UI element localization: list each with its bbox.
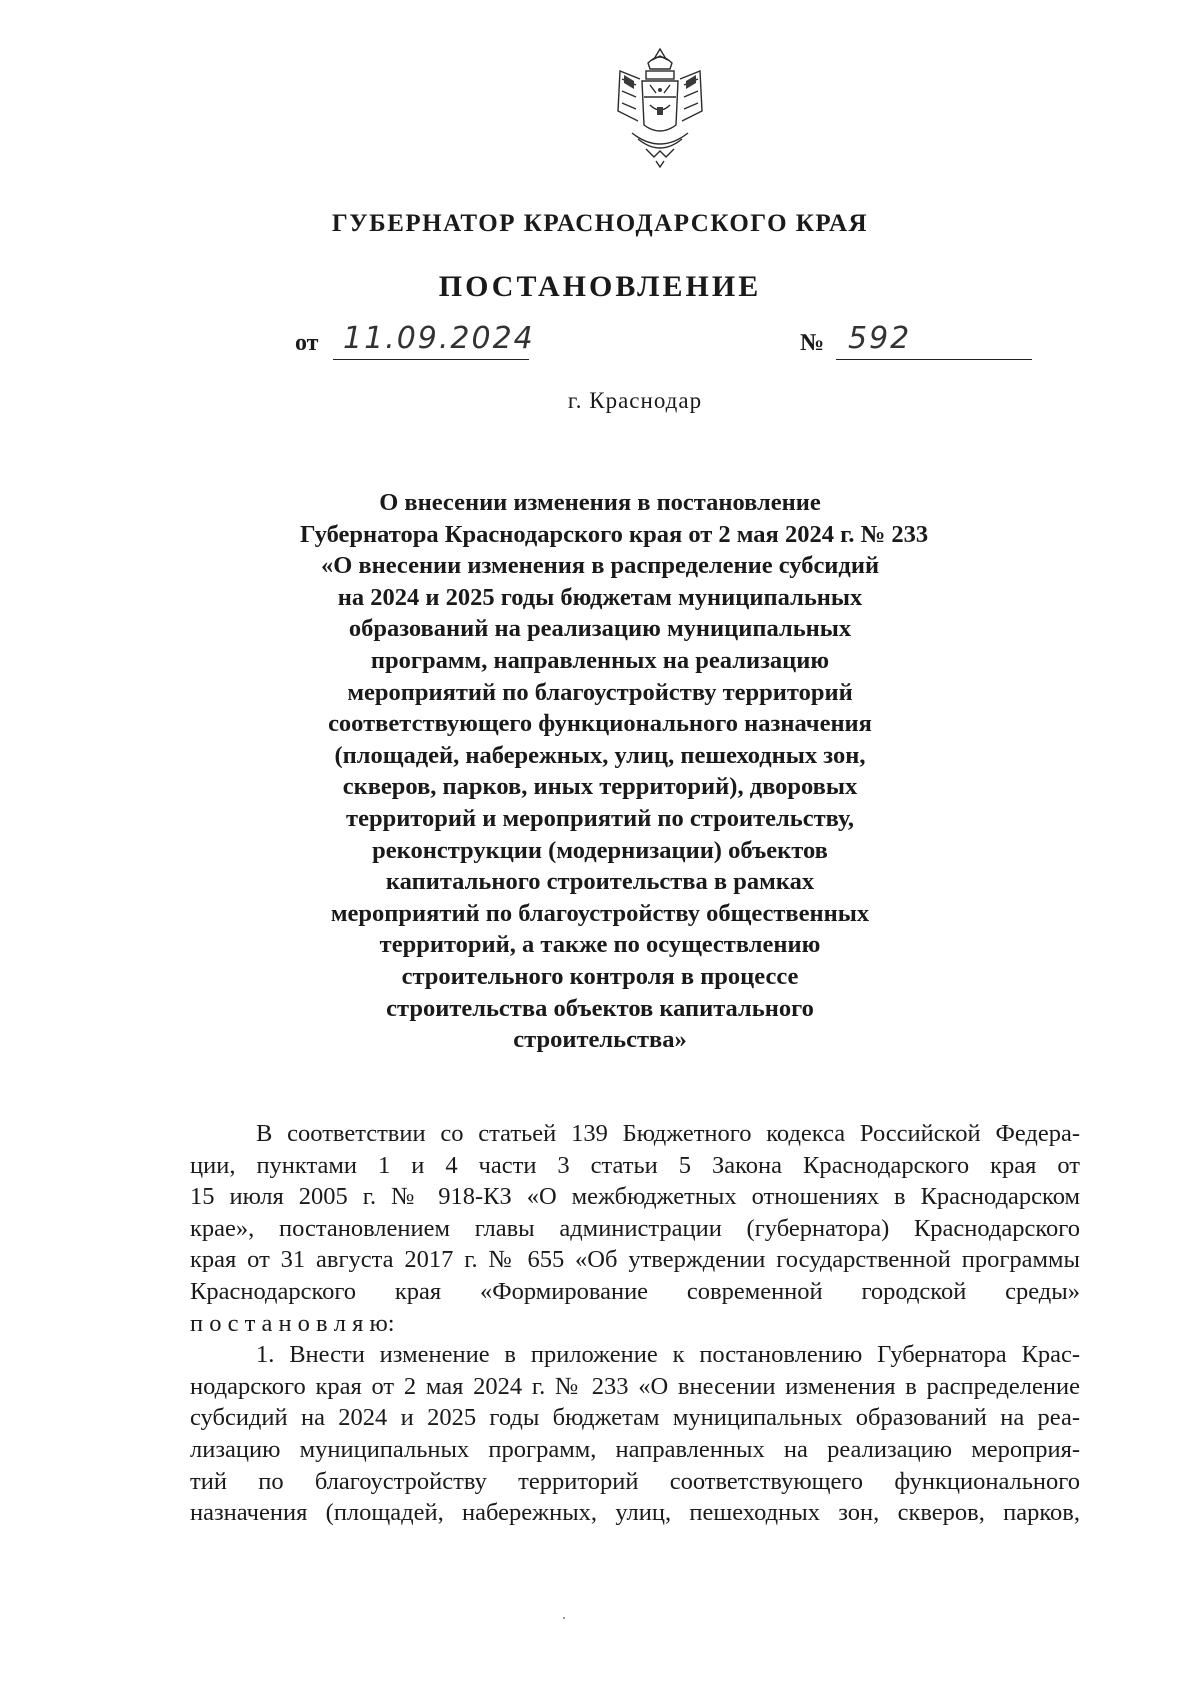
subject-line: территорий, а также по осуществлению — [379, 931, 821, 959]
subject-line: строительства» — [513, 1026, 687, 1054]
body-line: субсидий на 2024 и 2025 годы бюджетам муниципальных образований на реа- — [190, 1404, 1080, 1432]
body-line: В соответствии со статьей 139 Бюджетного кодекса Российской Федера- — [256, 1120, 1080, 1147]
issuing-authority-title: ГУБЕРНАТОР КРАСНОДАРСКОГО КРАЯ — [331, 210, 869, 237]
subject-line: Губернатора Краснодарского края от 2 мая 2024 г. № 233 — [300, 520, 929, 548]
subject-line: строительного контроля в процессе — [401, 962, 799, 990]
body-line: ции, пунктами 1 и 4 части 3 статьи 5 Закона Краснодарского края от — [190, 1151, 1080, 1179]
body-line: Краснодарского края «Формирование современной городской среды» — [190, 1277, 1080, 1305]
subject-line: мероприятий по благоустройству территорий — [347, 678, 853, 706]
scan-speck — [563, 1617, 565, 1619]
subject-line: капитального строительства в рамках — [385, 868, 815, 896]
body-line: 15 июля 2005 г. № 918-КЗ «О межбюджетных отношениях в Краснодарском — [190, 1183, 1080, 1211]
date-prefix: от — [295, 330, 319, 356]
body-line: тий по благоустройству территорий соответствующего функционального — [190, 1467, 1080, 1495]
resolution-keyword: п о с т а н о в л я ю: — [190, 1309, 395, 1337]
subject-line: территорий и мероприятий по строительству, — [346, 804, 854, 832]
subject-line: соответствующего функционального назначения — [328, 710, 872, 738]
body-line: нодарского края от 2 мая 2024 г. № 233 «О внесении изменения в распределение — [190, 1372, 1080, 1400]
body-line: назначения (площадей, набережных, улиц, пешеходных зон, скверов, парков, — [190, 1499, 1080, 1527]
body-line: крае», постановлением главы администрации (губернатора) Краснодарского — [190, 1214, 1080, 1242]
krasnodar-coat-of-arms-emblem — [610, 45, 710, 170]
body-line: лизацию муниципальных программ, направленных на реализацию мероприя- — [190, 1435, 1080, 1463]
subject-line: программ, направленных на реализацию — [370, 646, 830, 674]
number-prefix: № — [800, 330, 825, 356]
subject-line: О внесении изменения в постановление — [379, 489, 821, 516]
body-line: 1. Внести изменение в приложение к постановлению Губернатора Крас- — [256, 1341, 1080, 1369]
subject-line: мероприятий по благоустройству общественных — [330, 899, 870, 927]
subject-line: «О внесении изменения в распределение субсидий — [320, 552, 880, 580]
handwritten-date: 11.09.2024 — [343, 321, 535, 356]
subject-line: образований на реализацию муниципальных — [348, 615, 852, 643]
subject-line: на 2024 и 2025 годы бюджетам муниципальных — [337, 583, 863, 611]
document-type-heading: ПОСТАНОВЛЕНИЕ — [438, 270, 762, 303]
document-number — [800, 321, 912, 357]
subject-line: реконструкции (модернизации) объектов — [372, 836, 828, 864]
subject-line: (площадей, набережных, улиц, пешеходных зон, — [334, 741, 866, 769]
subject-line: строительства объектов капитального — [386, 994, 814, 1022]
number-underline — [836, 359, 1032, 360]
handwritten-number: 592 — [848, 321, 912, 356]
date-underline — [333, 359, 529, 360]
issue-city: г. Краснодар — [567, 388, 703, 413]
subject-line: скверов, парков, иных территорий), дворовых — [342, 773, 858, 801]
body-line: края от 31 августа 2017 г. № 655 «Об утверждении государственной программы — [190, 1246, 1080, 1274]
document-subject-title — [300, 487, 929, 1056]
document-date — [295, 321, 535, 357]
document-body — [190, 1118, 1080, 1529]
